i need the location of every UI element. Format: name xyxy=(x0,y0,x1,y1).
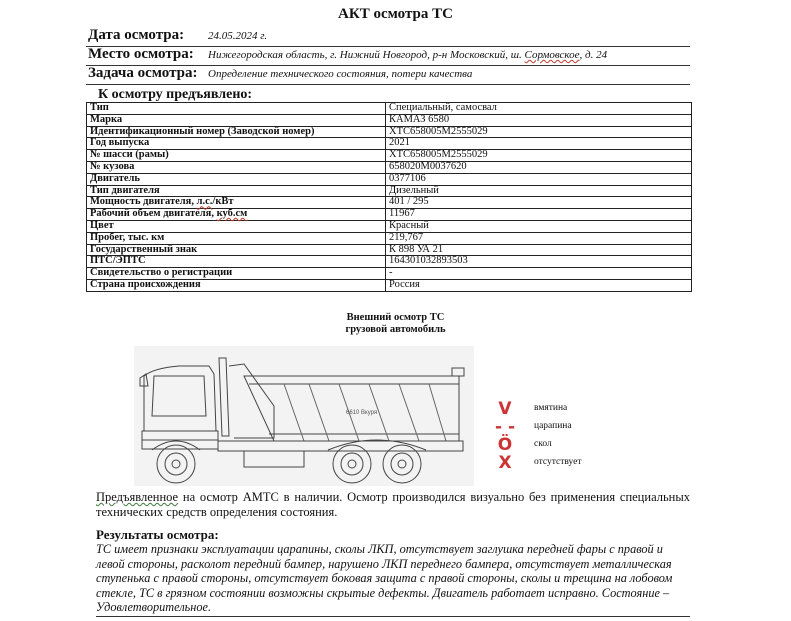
spec-value: КАМАЗ 6580 xyxy=(386,114,692,126)
place-value-prefix: Нижегородская область, г. Нижний Новгород, р-н Московский, ш. xyxy=(208,49,525,61)
truck-body-label: 6610 Вкуря xyxy=(346,410,378,416)
spec-key-suffix: /кВт xyxy=(212,196,234,208)
date-value: 24.05.2024 г. xyxy=(208,30,268,42)
spec-key: № шасси (рамы) xyxy=(87,150,386,162)
legend-label: царапина xyxy=(534,421,572,431)
spec-key: Двигатель xyxy=(87,173,386,185)
spec-value: 658020М0037620 xyxy=(386,161,692,173)
spec-key: ПТС/ЭПТС xyxy=(87,256,386,268)
legend-item-dent xyxy=(494,400,614,418)
dent-symbol-icon: V xyxy=(498,399,512,419)
spec-value: Дизельный xyxy=(386,185,692,197)
spec-value: 2021 xyxy=(386,138,692,150)
spec-key: Марка xyxy=(87,114,386,126)
spec-row xyxy=(87,138,692,150)
spec-value: К 898 УА 21 xyxy=(386,244,692,256)
spec-row xyxy=(87,185,692,197)
legend-item-chip xyxy=(494,436,614,454)
spec-key: Идентификационный номер (Заводской номер) xyxy=(87,126,386,138)
spec-value: - xyxy=(386,268,692,280)
spec-value: Специальный, самосвал xyxy=(386,103,692,115)
note-marked-word: Предъявленное xyxy=(96,490,179,504)
spec-key: № кузова xyxy=(87,161,386,173)
document-title: АКТ осмотра ТС xyxy=(338,6,453,22)
spec-value: 11967 xyxy=(386,209,692,221)
chip-symbol-icon: Ö xyxy=(497,435,513,455)
spec-value: 401 / 295 xyxy=(386,197,692,209)
exterior-title xyxy=(0,312,791,336)
spec-value: 164301032893503 xyxy=(386,256,692,268)
spec-row xyxy=(87,114,692,126)
spec-key xyxy=(87,197,386,209)
results-text: ТС имеет признаки эксплуатации царапины, сколы ЛКП, отсутствует заглушка передней фары с правой и левой стороны, расколот передний бампер, нарушено ЛКП переднего бампера, отсутствует металлическая ступенька с правой стороны, отсутствует боковая защита с правой стороны, сколы и трещина на лобовом стекле, ТС в грязном состоянии возможны скрытые дефекты. Двигатель работает исправно. Состояние – Удовлетворительное. xyxy=(96,542,690,617)
place-label: Место осмотра: xyxy=(88,46,194,62)
spec-value: Россия xyxy=(386,279,692,291)
legend-item-scratch xyxy=(494,418,614,436)
spec-row xyxy=(87,103,692,115)
place-value-suffix: , д. 24 xyxy=(579,49,608,61)
inspection-note xyxy=(96,490,690,520)
spec-key xyxy=(87,209,386,221)
legend-item-missing xyxy=(494,454,614,472)
spec-key: Свидетельство о регистрации xyxy=(87,268,386,280)
truck-diagram xyxy=(134,346,474,486)
spec-key: Тип xyxy=(87,103,386,115)
spec-row xyxy=(87,220,692,232)
legend-label: вмятина xyxy=(534,403,568,413)
task-value: Определение технического состояния, потери качества xyxy=(208,68,473,80)
place-value-marked: Сормовское xyxy=(524,49,580,61)
spec-row xyxy=(87,209,692,221)
spec-value: 219,767 xyxy=(386,232,692,244)
spec-value: ХТС658005М2555029 xyxy=(386,126,692,138)
presented-heading: К осмотру предъявлено: xyxy=(98,87,253,102)
spec-key: Государственный знак xyxy=(87,244,386,256)
legend-label: отсутствует xyxy=(534,457,582,467)
spec-row xyxy=(87,232,692,244)
spec-value: Красный xyxy=(386,220,692,232)
spec-key-marked: л.с. xyxy=(196,196,213,208)
note-text: на осмотр АМТС в наличии. Осмотр производился визуально без применения специальных технических средств определения состояния. xyxy=(96,490,690,519)
spec-row xyxy=(87,126,692,138)
results-heading: Результаты осмотра: xyxy=(96,527,219,542)
spec-key: Цвет xyxy=(87,220,386,232)
place-value xyxy=(208,49,607,61)
legend-label: скол xyxy=(534,439,552,449)
scratch-symbol-icon: - - xyxy=(494,417,516,437)
spec-table xyxy=(86,102,692,292)
spec-row xyxy=(87,150,692,162)
spec-row xyxy=(87,197,692,209)
spec-key-prefix: Мощность двигателя, xyxy=(90,196,197,208)
spec-key: Год выпуска xyxy=(87,138,386,150)
spec-row xyxy=(87,161,692,173)
info-row-place xyxy=(86,45,690,66)
exterior-title-line2: грузовой автомобиль xyxy=(345,324,446,335)
spec-value: ХТС658005М2555029 xyxy=(386,150,692,162)
spec-key: Пробег, тыс. км xyxy=(87,232,386,244)
task-label: Задача осмотра: xyxy=(88,65,198,81)
spec-row xyxy=(87,279,692,291)
spec-row xyxy=(87,244,692,256)
spec-row xyxy=(87,256,692,268)
spec-row xyxy=(87,268,692,280)
info-row-date xyxy=(86,26,690,47)
date-label: Дата осмотра: xyxy=(88,27,185,43)
spec-key-marked: куб.см xyxy=(216,208,248,220)
spec-key: Страна происхождения xyxy=(87,279,386,291)
missing-symbol-icon: X xyxy=(498,453,512,473)
info-row-task xyxy=(86,64,690,85)
exterior-title-line1: Внешний осмотр ТС xyxy=(346,312,445,323)
spec-key: Тип двигателя xyxy=(87,185,386,197)
spec-row xyxy=(87,173,692,185)
spec-key-prefix: Рабочий объем двигателя, xyxy=(90,208,217,220)
spec-value: 0377106 xyxy=(386,173,692,185)
